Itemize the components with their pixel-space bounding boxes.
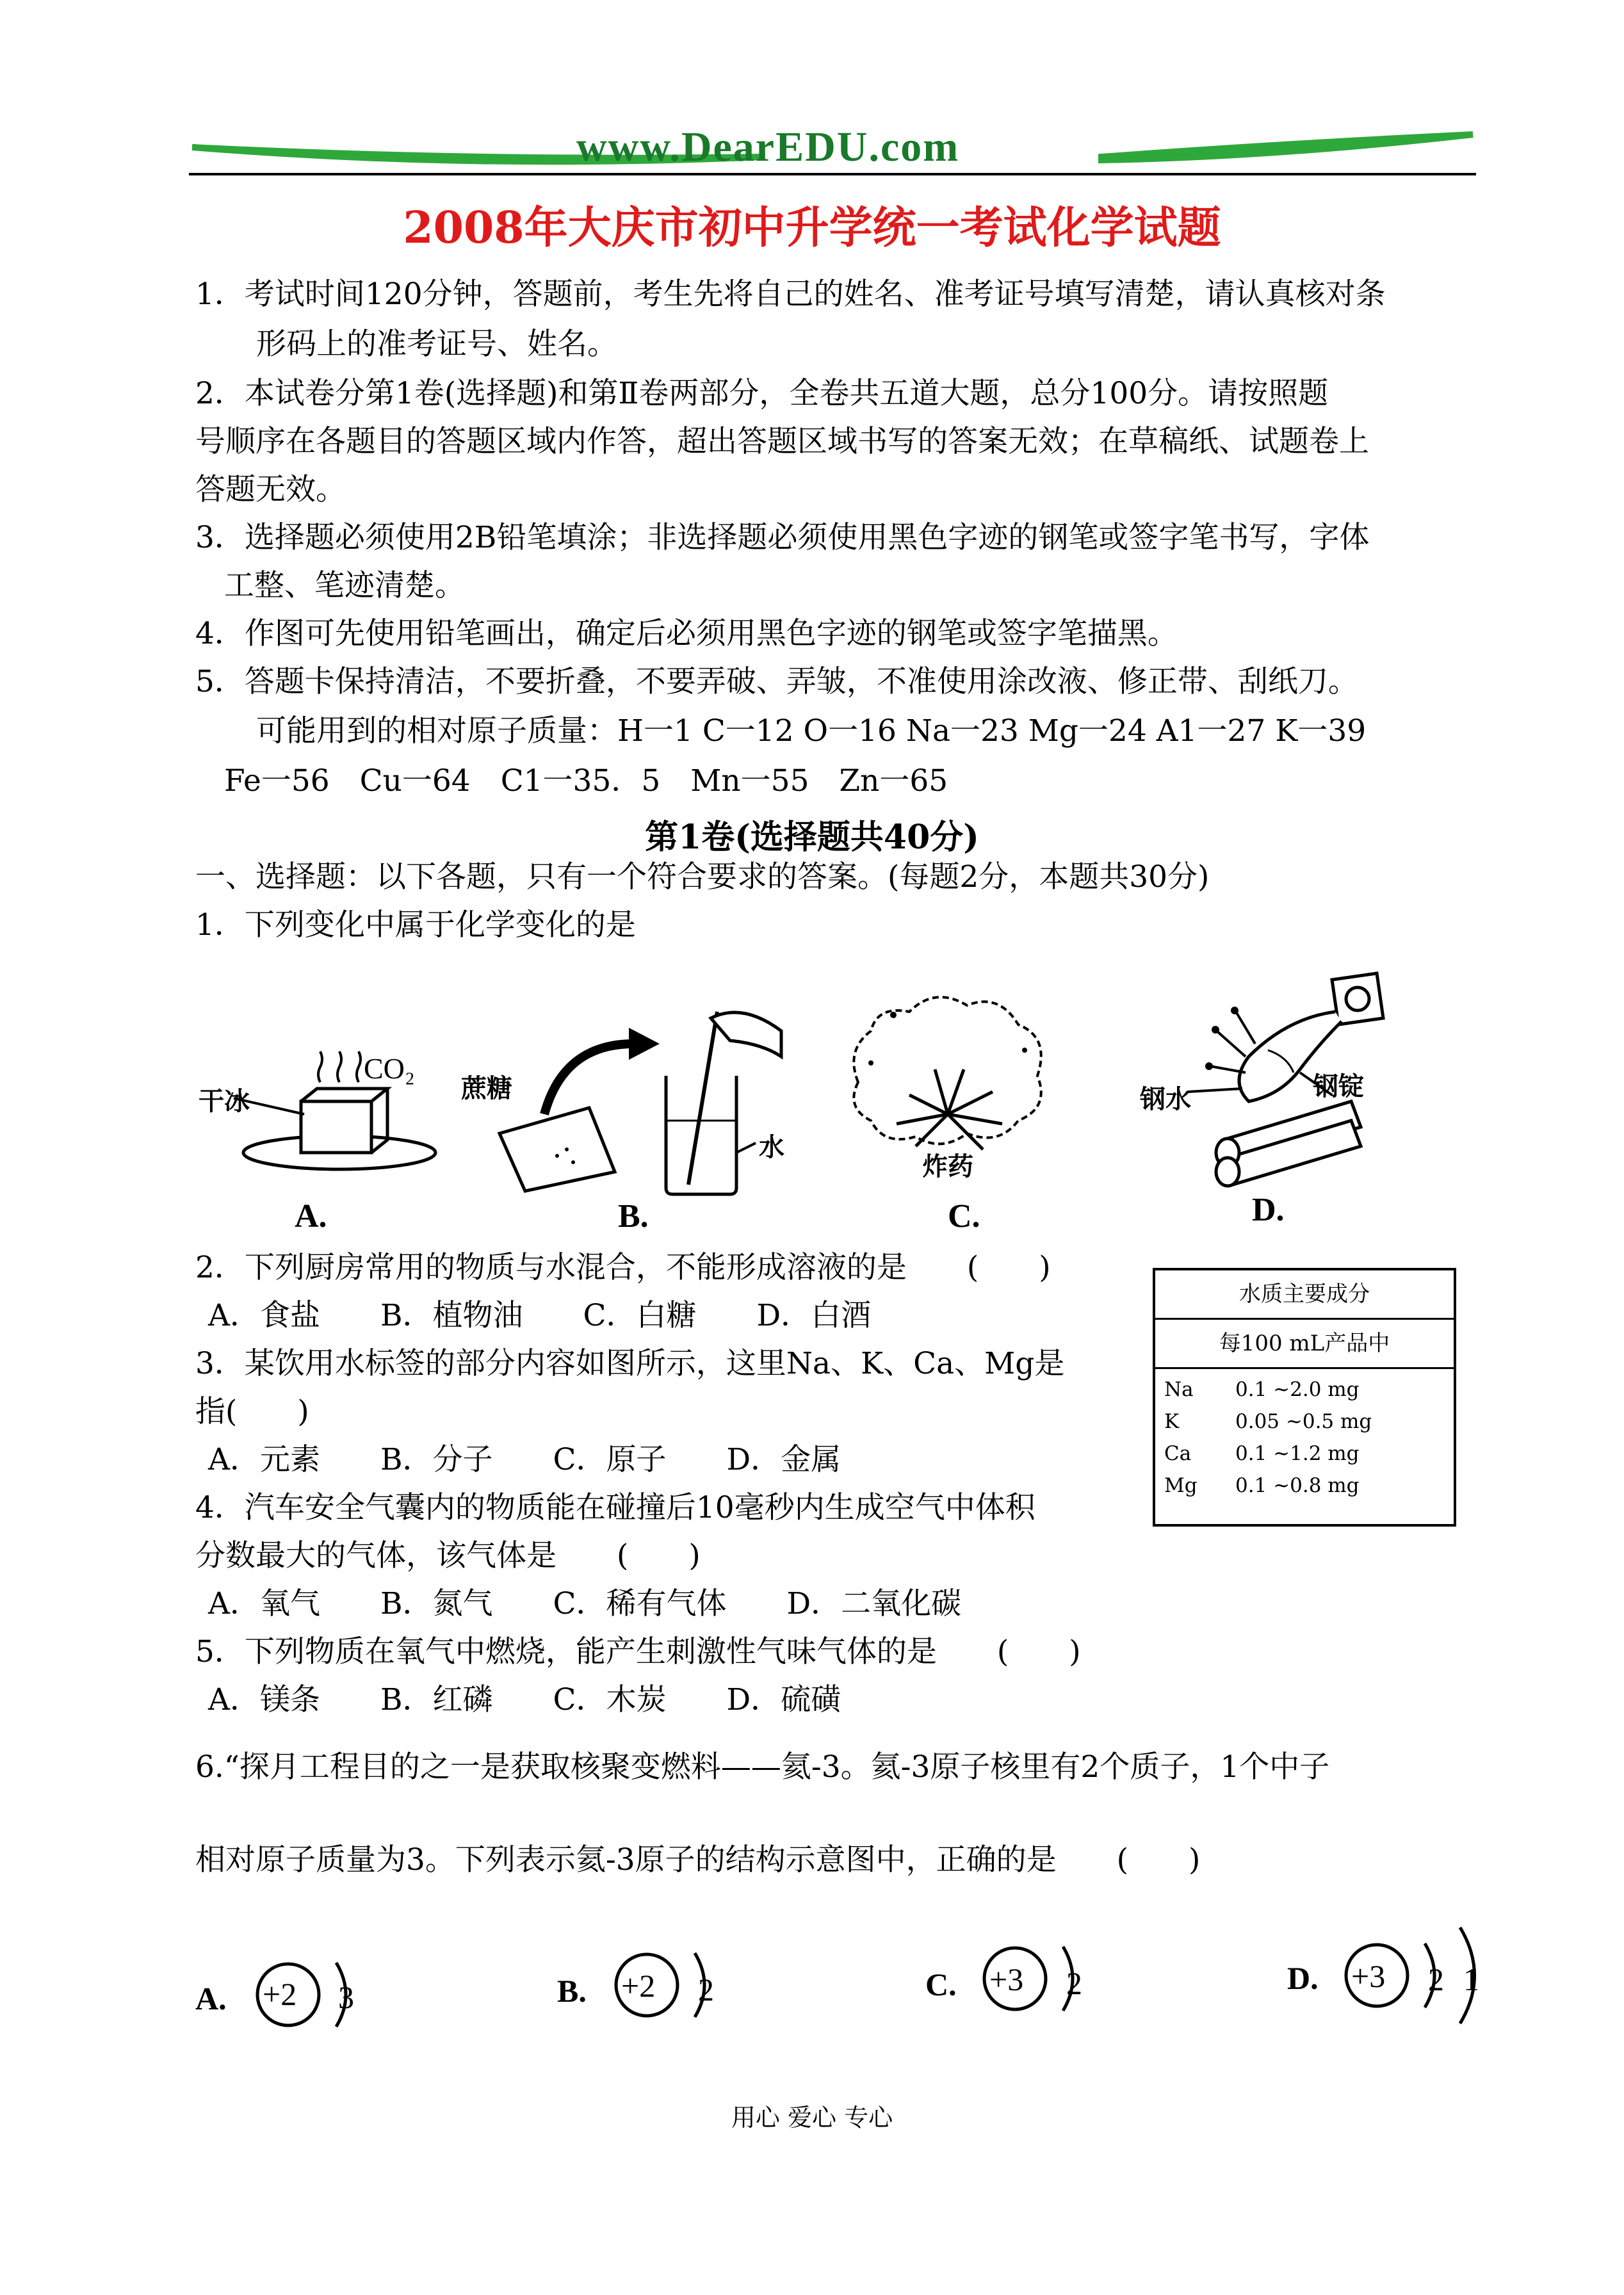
q6-stem-cont: 相对原子质量为3。下列表示氦-3原子的结构示意图中，正确的是 ( ) [195,1842,1201,1877]
label-water: 水 [759,1133,784,1162]
section-intro: 一、选择题：以下各题，只有一个符合要求的答案。(每题2分，本题共30分) [195,859,1210,895]
label-explosive: 炸药 [922,1152,973,1181]
q1-option-c: C. [948,1198,980,1235]
label-steel-water: 钢水 [1140,1085,1191,1114]
shell-electrons: 2 [1066,1965,1082,2001]
site-logo-text: www.DearEDU.com [576,124,960,170]
label-dry-ice: 干冰 [199,1087,250,1116]
atomic-mass-line: 可能用到的相对原子质量：H一1 C一12 O一16 Na一23 Mg一24 A1一27 K一39 [256,713,1367,749]
shell-electrons: 2 [698,1972,714,2007]
page-footer: 用心 爱心 专心 [731,2104,893,2132]
nucleus-charge: +3 [1351,1958,1386,1994]
water-el: Mg [1164,1474,1198,1497]
instruction-line: 2．本试卷分第1卷(选择题)和第Ⅱ卷两部分，全卷共五道大题，总分100分。请按照题 [195,376,1329,411]
water-label-table [1153,1268,1456,1527]
label-sugar: 蔗糖 [461,1074,512,1103]
instruction-line: 答题无效。 [195,472,346,507]
water-el: Ca [1164,1442,1192,1465]
q1-image-b [461,1005,794,1197]
q1-image-c [832,986,1063,1197]
q5-stem: 5．下列物质在氧气中燃烧，能产生刺激性气味气体的是 ( ) [195,1634,1081,1669]
q1-image-d [1140,961,1409,1191]
instruction-line: 5．答题卡保持清洁，不要折叠，不要弄破、弄皱，不准使用涂改液、修正带、刮纸刀。 [195,664,1358,699]
instruction-line: 4．作图可先使用铅笔画出，确定后必须用黑色字迹的钢笔或签字笔描黑。 [195,616,1178,651]
q6-option-label: A. [195,1981,227,2016]
page-title: 2008年大庆市初中升学统一考试化学试题 [403,202,1221,254]
water-val: 0.1 ~1.2 mg [1235,1442,1360,1465]
q1-option-b: B. [618,1198,649,1235]
q1-option-d: D. [1252,1192,1285,1228]
nucleus-charge: +2 [621,1968,656,2004]
instruction-line: 3．选择题必须使用2B铅笔填涂；非选择题必须使用黑色字迹的钢笔或签字笔书写，字体 [195,520,1370,555]
water-val: 0.1 ~2.0 mg [1235,1378,1360,1401]
water-label-title: 水质主要成分 [1155,1270,1454,1320]
instruction-line: 1．考试时间120分钟，答题前，考生先将自己的姓名、准考证号填写清楚，请认真核对条 [195,277,1386,312]
q5-options: A．镁条 B．红磷 C．木炭 D．硫磺 [208,1682,841,1717]
q4-options: A．氧气 B．氮气 C．稀有气体 D．二氧化碳 [208,1586,962,1621]
instruction-line: 工整、笔迹清楚。 [224,568,465,603]
q3-stem: 3．某饮用水标签的部分内容如图所示，这里Na、K、Ca、Mg是 [195,1346,1065,1381]
water-el: Na [1164,1378,1194,1401]
steel-casting-illustration [1140,961,1409,1191]
label-ingot: 钢锭 [1313,1072,1364,1101]
shell-electrons: 1 [1463,1961,1479,1997]
q1-image-a [199,1025,442,1191]
nucleus-charge: +2 [263,1976,297,2012]
q2-options: A．食盐 B．植物油 C．白糖 D．白酒 [208,1298,872,1333]
q4-stem: 4．汽车安全气囊内的物质能在碰撞后10毫秒内生成空气中体积 [195,1490,1035,1525]
water-val: 0.05 ~0.5 mg [1235,1410,1372,1433]
q3-stem-cont: 指( ) [195,1394,309,1429]
instruction-line: 号顺序在各题目的答题区域内作答，超出答题区域书写的答案无效；在草稿纸、试题卷上 [195,424,1369,459]
q1-stem: 1．下列变化中属于化学变化的是 [195,907,636,943]
water-val: 0.1 ~0.8 mg [1235,1474,1360,1497]
q2-stem: 2．下列厨房常用的物质与水混合，不能形成溶液的是 ( ) [195,1250,1051,1285]
water-el: K [1164,1410,1180,1433]
site-banner [186,122,1479,179]
instruction-line: 形码上的准考证号、姓名。 [256,327,617,362]
atomic-mass-line: Fe一56 Cu一64 C1一35．5 Mn一55 Zn一65 [224,763,948,799]
water-label-subtitle: 每100 mL产品中 [1155,1320,1454,1369]
nucleus-charge: +3 [989,1961,1024,1997]
label-co2: CO₂ [364,1052,415,1085]
q6-option-label: C. [925,1967,957,2002]
q1-option-a: A. [295,1198,327,1235]
q4-stem-cont: 分数最大的气体，该气体是 ( ) [195,1538,701,1573]
shell-electrons: 3 [338,1979,354,2015]
q6-stem: 6.“探月工程目的之一是获取核聚变燃料——氦-3。氦-3原子核里有2个质子，1个中子 [195,1749,1330,1785]
section-heading: 第1卷(选择题共40分) [645,818,979,857]
q3-options: A．元素 B．分子 C．原子 D．金属 [208,1442,841,1477]
q6-option-label: D. [1287,1960,1319,1996]
shell-electrons: 2 [1428,1961,1444,1997]
q6-option-label: B. [557,1973,587,2009]
